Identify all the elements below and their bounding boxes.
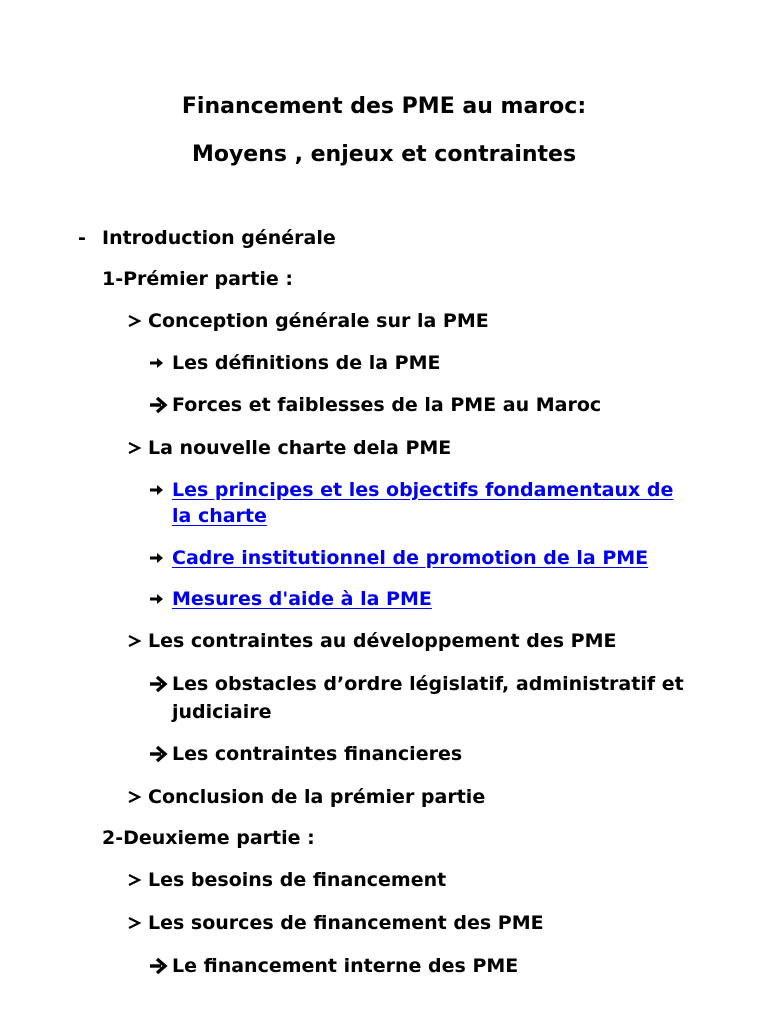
arrow-right-icon [148, 392, 170, 418]
outline-item-nouvelle-charte: La nouvelle charte dela PME [148, 437, 452, 459]
outline-item-besoins: Les besoins de financement [148, 869, 447, 891]
outline-item-conception: Conception générale sur la PME [148, 310, 489, 332]
outline-item-obstacles-continued: judiciaire [172, 701, 272, 723]
chevron-right-icon [126, 308, 146, 334]
document-title-line-1: Financement des PME au maroc: [181, 94, 587, 119]
chevron-right-icon [126, 628, 146, 654]
chevron-right-icon [126, 910, 146, 936]
dash-bullet: - [78, 227, 86, 249]
outline-item-contraintes-developpement: Les contraintes au développement des PME [148, 630, 617, 652]
outline-item-conclusion: Conclusion de la prémier partie [148, 786, 486, 808]
arrow-right-icon [148, 586, 170, 612]
link-principes-objectifs-continued[interactable]: la charte [172, 505, 267, 527]
outline-item-obstacles: Les obstacles d’ordre législatif, administratif et [172, 673, 684, 695]
outline-item-financement-interne: Le financement interne des PME [172, 955, 519, 977]
link-cadre-institutionnel[interactable]: Cadre institutionnel de promotion de la PME [172, 547, 649, 569]
outline-item-forces-faiblesses: Forces et faiblesses de la PME au Maroc [172, 394, 602, 416]
chevron-right-icon [126, 435, 146, 461]
section-heading-part-1: 1-Prémier partie : [102, 268, 293, 290]
outline-item-contraintes-financieres: Les contraintes financieres [172, 743, 463, 765]
arrow-right-icon [148, 671, 170, 697]
arrow-right-icon [148, 477, 170, 503]
outline-item-definitions: Les définitions de la PME [172, 352, 441, 374]
outline-item-introduction: Introduction générale [102, 227, 336, 249]
outline-item-sources: Les sources de financement des PME [148, 912, 544, 934]
arrow-right-icon [148, 545, 170, 571]
section-heading-part-2: 2-Deuxieme partie : [102, 827, 315, 849]
link-principes-objectifs[interactable]: Les principes et les objectifs fondamentaux de [172, 479, 674, 501]
chevron-right-icon [126, 784, 146, 810]
document-title-line-2: Moyens , enjeux et contraintes [191, 142, 577, 167]
arrow-right-icon [148, 741, 170, 767]
arrow-right-icon [148, 350, 170, 376]
link-mesures-aide[interactable]: Mesures d'aide à la PME [172, 588, 432, 610]
arrow-right-icon [148, 953, 170, 979]
chevron-right-icon [126, 867, 146, 893]
